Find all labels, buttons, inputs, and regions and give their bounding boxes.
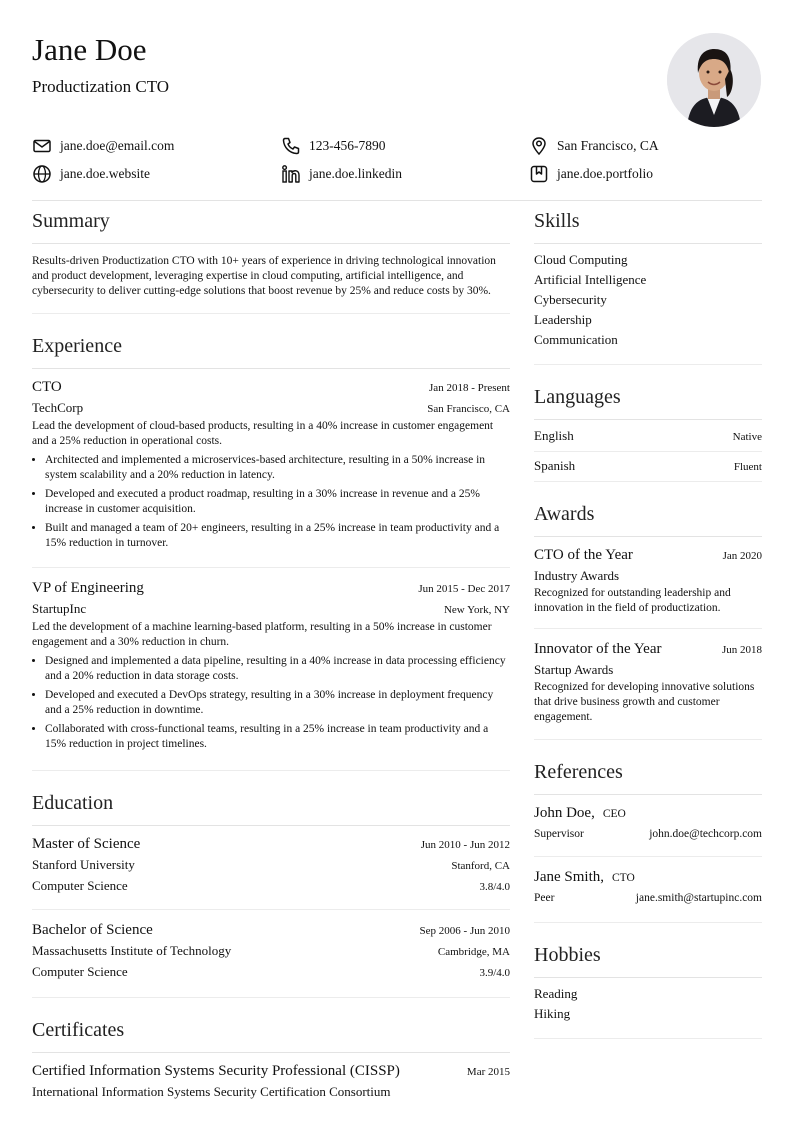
- header-divider: [32, 200, 762, 201]
- contact-website[interactable]: jane.doe.website: [32, 162, 150, 186]
- hobby-item: Hiking: [534, 1006, 571, 1021]
- contact-email[interactable]: jane.doe@email.com: [32, 134, 174, 158]
- linkedin-icon: [281, 164, 301, 184]
- job-company: StartupInc: [32, 601, 87, 616]
- job-location: New York, NY: [443, 604, 510, 616]
- summary-section: [32, 205, 510, 314]
- section-heading: Education: [32, 787, 510, 826]
- reference-item: [534, 803, 762, 857]
- award-description: Recognized for outstanding leadership and innovation in the field of productization.: [534, 587, 731, 614]
- edu-school: Stanford University: [32, 857, 135, 872]
- right-column: [534, 205, 762, 1055]
- language-item: [534, 452, 762, 481]
- language-name: Spanish: [534, 458, 576, 473]
- language-item: [534, 422, 762, 452]
- section-heading: Hobbies: [534, 939, 762, 978]
- edu-location: Cambridge, MA: [437, 946, 510, 958]
- certificate-item: [32, 1061, 510, 1102]
- contact-location: San Francisco, CA: [529, 134, 659, 158]
- edu-school: Massachusetts Institute of Technology: [32, 943, 232, 958]
- job-company: TechCorp: [32, 400, 84, 415]
- awards-section: [534, 498, 762, 740]
- language-level: Fluent: [733, 461, 762, 473]
- education-item: [32, 834, 510, 910]
- edu-degree: Bachelor of Science: [32, 922, 153, 938]
- edu-degree: Master of Science: [32, 836, 141, 852]
- section-heading: Skills: [534, 205, 762, 244]
- reference-email[interactable]: john.doe@techcorp.com: [649, 828, 762, 840]
- job-bullet: • Collaborated with cross-functional teams, resulting in a 25% increase in team productivity and a 15% reduction in project timelines.: [45, 722, 510, 752]
- language-name: English: [534, 428, 574, 443]
- languages-section: [534, 381, 762, 482]
- experience-item: [32, 578, 510, 752]
- job-description: Lead the development of cloud-based products, resulting in a 40% increase in customer engagement and a 25% reduction in operational costs.: [32, 420, 494, 447]
- contact-phone[interactable]: 123-456-7890: [281, 134, 386, 158]
- edu-dates: Sep 2006 - Jun 2010: [419, 925, 510, 937]
- edu-gpa: 3.9/4.0: [479, 967, 510, 979]
- award-item: [534, 639, 762, 725]
- job-bullets: [32, 453, 510, 551]
- references-section: [534, 756, 762, 923]
- award-date: Jun 2018: [721, 644, 762, 656]
- phone-icon: [281, 136, 301, 156]
- job-description: Led the development of a machine learning-based platform, resulting in a 50% increase in customer engagement and a 30% reduction in churn.: [32, 621, 492, 648]
- job-location: San Francisco, CA: [427, 403, 510, 415]
- candidate-name: Jane Doe: [32, 32, 147, 67]
- job-bullet: • Designed and implemented a data pipeline, resulting in a 40% increase in data processing efficiency and a 20% reduction in data storage costs.: [45, 654, 510, 684]
- section-heading: Awards: [534, 498, 762, 537]
- experience-section: [32, 330, 510, 771]
- job-bullet: • Architected and implemented a microservices-based architecture, resulting in a 50% increase in system scalability and a 20% reduction in latency.: [45, 453, 510, 483]
- reference-role: CTO: [612, 872, 635, 884]
- summary-text: Results-driven Productization CTO with 10+ years of experience in driving technological innovation and product development, leveraging expertise in cloud computing, artificial intelligence, and cybersecurity to deliver cutting-edge solutions that boost revenue by 25% and reduce costs by 30%.: [32, 255, 496, 297]
- skills-section: [534, 205, 762, 365]
- contact-portfolio[interactable]: jane.doe.portfolio: [529, 162, 653, 186]
- award-date: Jan 2020: [722, 550, 762, 562]
- left-column: [32, 205, 510, 1102]
- section-heading: References: [534, 756, 762, 795]
- certificates-section: [32, 1014, 510, 1102]
- hobby-item: Reading: [534, 986, 578, 1001]
- section-heading: Certificates: [32, 1014, 510, 1053]
- award-issuer: Startup Awards: [534, 662, 614, 677]
- skill-item: Leadership: [534, 312, 592, 327]
- award-title: Innovator of the Year: [534, 641, 662, 657]
- location-pin-icon: [529, 136, 549, 156]
- certificate-date: Mar 2015: [466, 1066, 510, 1078]
- education-item: [32, 920, 510, 983]
- skill-item: Communication: [534, 332, 618, 347]
- candidate-title: Productization CTO: [32, 77, 170, 96]
- award-issuer: Industry Awards: [534, 568, 620, 583]
- edu-field: Computer Science: [32, 878, 128, 893]
- job-bullet: • Developed and executed a DevOps strategy, resulting in a 30% increase in deployment frequency and a 25% reduction in downtime.: [45, 688, 510, 718]
- hobbies-section: [534, 939, 762, 1039]
- reference-name: John Doe,: [534, 805, 595, 821]
- edu-field: Computer Science: [32, 964, 128, 979]
- portfolio-icon: [529, 164, 549, 184]
- job-bullets: [32, 654, 510, 752]
- job-role: VP of Engineering: [32, 580, 144, 596]
- reference-role: CEO: [602, 808, 626, 820]
- award-description: Recognized for developing innovative solutions that drive business growth and customer engagement.: [534, 681, 755, 723]
- section-heading: Summary: [32, 205, 510, 244]
- globe-icon: [32, 164, 52, 184]
- contact-bar: [32, 134, 762, 190]
- reference-name: Jane Smith,: [534, 869, 604, 885]
- edu-dates: Jun 2010 - Jun 2012: [420, 839, 510, 851]
- language-level: Native: [732, 431, 762, 443]
- education-section: [32, 787, 510, 998]
- job-dates: Jan 2018 - Present: [429, 382, 510, 394]
- contact-linkedin[interactable]: jane.doe.linkedin: [281, 162, 402, 186]
- certificate-name: Certified Information Systems Security Professional (CISSP): [32, 1063, 400, 1079]
- section-heading: Experience: [32, 330, 510, 369]
- certificate-issuer: International Information Systems Security Certification Consortium: [32, 1084, 391, 1099]
- profile-photo: [667, 33, 761, 127]
- experience-item: [32, 377, 510, 568]
- award-title: CTO of the Year: [534, 547, 633, 563]
- job-dates: Jun 2015 - Dec 2017: [418, 583, 510, 595]
- reference-email[interactable]: jane.smith@startupinc.com: [635, 892, 762, 904]
- job-bullet: • Built and managed a team of 20+ engineers, resulting in a 25% increase in team productivity and a 15% reduction in turnover.: [45, 521, 510, 551]
- skill-item: Cybersecurity: [534, 292, 607, 307]
- section-heading: Languages: [534, 381, 762, 420]
- reference-item: [534, 867, 762, 908]
- mail-icon: [32, 136, 52, 156]
- skill-item: Artificial Intelligence: [534, 272, 647, 287]
- edu-location: Stanford, CA: [451, 860, 510, 872]
- skill-item: Cloud Computing: [534, 252, 628, 267]
- job-role: CTO: [32, 379, 62, 395]
- reference-relation: Peer: [534, 892, 555, 904]
- reference-relation: Supervisor: [534, 828, 584, 840]
- edu-gpa: 3.8/4.0: [479, 881, 510, 893]
- award-item: [534, 545, 762, 629]
- job-bullet: • Developed and executed a product roadmap, resulting in a 30% increase in revenue and a 25% increase in customer acquisition.: [45, 487, 510, 517]
